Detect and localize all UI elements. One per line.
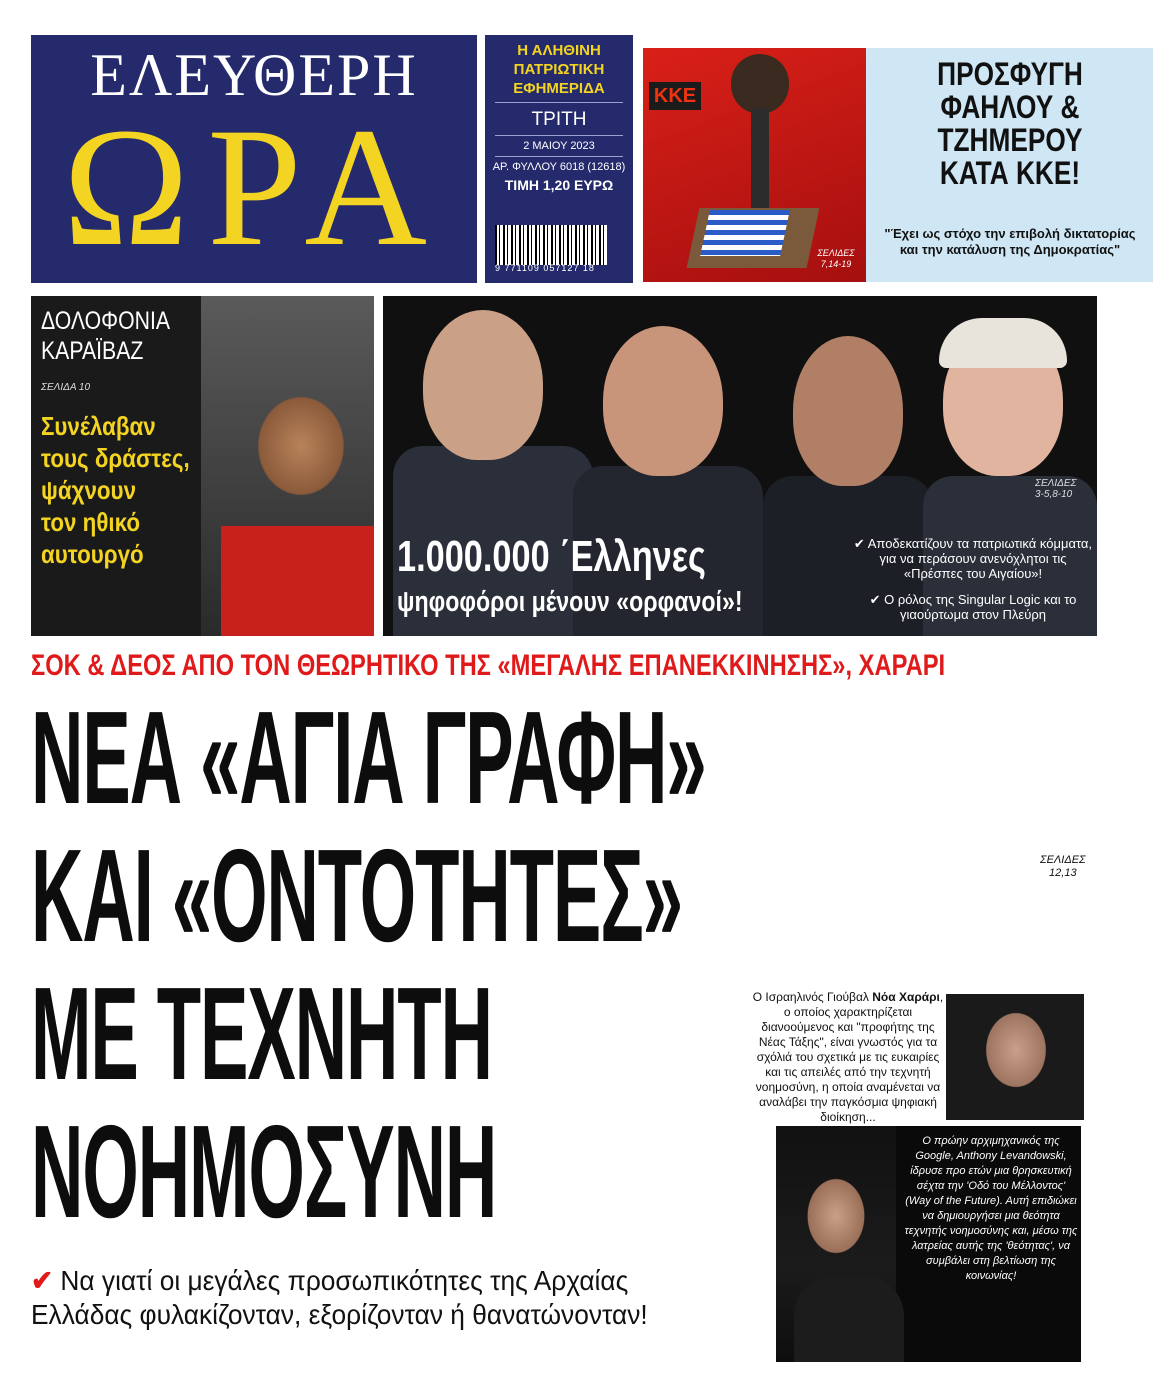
- fist-icon: [731, 54, 789, 114]
- barcode-number: 9 771109 057127 18: [495, 263, 595, 273]
- slogan-line-2: ΠΑΤΡΙΩΤΙΚΗ: [513, 61, 605, 78]
- issue-day: ΤΡΙΤΗ: [531, 109, 587, 130]
- politician-face: [793, 336, 903, 486]
- kke-label: ΚΚΕ: [649, 82, 701, 110]
- portrait-shirt: [221, 526, 374, 636]
- karaivaz-story[interactable]: [31, 296, 374, 636]
- harari-photo: [946, 994, 1084, 1120]
- politician-face: [603, 326, 723, 476]
- caption-text: Ο Ισραηλινός Γιούβαλ: [752, 990, 873, 1004]
- voters-story[interactable]: [383, 296, 1097, 636]
- voters-bullet-1: [853, 536, 1093, 581]
- pages-label: ΣΕΛΙΔΕΣ: [1040, 854, 1086, 866]
- voters-headline-2: ψηφοφόροι μένουν «ορφανοί»!: [397, 586, 743, 618]
- kke-headline-line: ΤΖΗΜΕΡΟΥ: [937, 122, 1083, 158]
- issue-price: ΤΙΜΗ 1,20 ΕΥΡΩ: [504, 177, 614, 193]
- harari-caption: [752, 990, 944, 1125]
- text-line: τον ηθικό: [41, 507, 141, 537]
- pages-numbers: 12,13: [1049, 867, 1077, 879]
- bullet-text: Ο ρόλος της Singular Logic και το γιαούρτωμα στον Πλεύρη: [884, 592, 1077, 622]
- kke-headline-line: ΚΑΤΑ ΚΚΕ!: [939, 155, 1081, 191]
- voters-pages: [1035, 478, 1077, 500]
- divider: [495, 156, 623, 157]
- caption-text: , ο οποίος χαρακτηρίζεται διανοούμενος και "προφήτης της Νέας Τάξης", είναι γνωστός για τα σχόλιά του σχετικά με τις ευκαιρίες και τις απειλές από την τεχνητή νοημοσύνη, η οποία αναμένεται να αναλάβει την παγκόσμια ψηφιακή διοίκηση...: [755, 990, 944, 1124]
- text-line: ψάχνουν: [41, 475, 137, 505]
- masthead-title-top: ΕΛΕΥΘΕΡΗ: [90, 42, 418, 108]
- karaivaz-title: [41, 306, 170, 366]
- stamp-handle-icon: [751, 108, 769, 218]
- title-line: ΔΟΛΟΦΟΝΙΑ: [41, 307, 171, 335]
- main-kicker: ΣΟΚ & ΔΕΟΣ ΑΠΟ ΤΟΝ ΘΕΩΡΗΤΙΚΟ ΤΗΣ «ΜΕΓΑΛΗΣ ΕΠΑΝΕΚΚΙΝΗΣΗΣ», ΧΑΡΑΡΙ: [31, 649, 946, 682]
- text-line: τους δράστες,: [41, 443, 190, 473]
- main-headline-line-4[interactable]: ΝΟΗΜΟΣΥΝΗ: [31, 1098, 497, 1245]
- bullet-text: Αποδεκατίζουν τα πατριωτικά κόμματα, για να περάσουν ανενόχλητοι τις «Πρέσπες του Αιγαίου»!: [867, 536, 1093, 581]
- levandowski-box[interactable]: [776, 1126, 1081, 1362]
- bottom-subhead: [31, 1264, 731, 1332]
- main-headline-line-2[interactable]: ΚΑΙ «ΟΝΤΟΤΗΤΕΣ»: [31, 822, 682, 969]
- divider: [495, 102, 623, 103]
- politician-hair: [939, 318, 1067, 368]
- main-pages: [1040, 854, 1086, 880]
- pages-numbers: 3-5,8-10: [1035, 489, 1073, 500]
- issue-info-box: [485, 35, 633, 283]
- kke-headline-line: ΦΑΗΛΟΥ &: [940, 89, 1080, 125]
- slogan-line-3: ΕΦΗΜΕΡΙΔΑ: [513, 80, 605, 97]
- voters-headline-1: 1.000.000 ΄Ελληνες: [397, 532, 706, 581]
- voters-bullet-2: [853, 592, 1093, 622]
- divider: [495, 135, 623, 136]
- issue-date: 2 ΜΑΙΟΥ 2023: [523, 140, 595, 152]
- masthead: [31, 35, 477, 283]
- text-line: Συνέλαβαν: [41, 411, 156, 441]
- levandowski-body: [794, 1276, 904, 1362]
- check-icon: ✔: [869, 592, 881, 607]
- kke-pages: [809, 248, 863, 270]
- issue-number: ΑΡ. ΦΥΛΛΟΥ 6018 (12618): [492, 161, 626, 173]
- karaivaz-pages: ΣΕΛΙΔΑ 10: [41, 382, 91, 393]
- karaivaz-text: [41, 410, 204, 570]
- kke-headline-line: ΠΡΟΣΦΥΓΗ: [937, 56, 1083, 92]
- pages-numbers: 7,14-19: [820, 259, 852, 269]
- main-headline-line-1[interactable]: ΝΕΑ «ΑΓΙΑ ΓΡΑΦΗ»: [31, 684, 706, 831]
- main-headline-line-3[interactable]: ΜΕ ΤΕΧΝΗΤΗ: [31, 960, 492, 1107]
- levandowski-caption: Ο πρώην αρχιμηχανικός της Google, Anthony Levandowski, ίδρυσε προ ετών μια θρησκευτική σέχτα την 'Οδό του Μέλλοντος' (Way of the Future). Αυτή επιδιώκει να δημιουργήσει μια θεότητα τεχνητής νοημοσύνης και, μέσω της λατρείας αυτής της 'θεότητας', να συμβάλει στη βελτίωση της κοινωνίας!: [904, 1135, 1078, 1282]
- barcode-icon: [495, 225, 607, 265]
- pages-label: ΣΕΛΙΔΕΣ: [817, 248, 855, 258]
- greek-flag-icon: [700, 210, 790, 256]
- harari-name: Νόα Χαράρι: [872, 990, 940, 1004]
- bottom-text: Να γιατί οι μεγάλες προσωπικότητες της Αρχαίας Ελλάδας φυλακίζονταν, εξορίζονταν ή θανατώνονταν!: [31, 1265, 648, 1330]
- text-line: αυτουργό: [41, 539, 144, 569]
- masthead-title-big: ΩΡΑ: [62, 93, 446, 281]
- kke-headline: [899, 58, 1120, 190]
- politician-face: [423, 310, 543, 460]
- check-icon: ✔: [853, 536, 865, 551]
- title-line: ΚΑΡΑΪΒΑΖ: [41, 337, 144, 365]
- slogan-line-1: Η ΑΛΗΘΙΝΗ: [517, 42, 601, 59]
- kke-illustration: [643, 48, 866, 282]
- kke-quote: "Έχει ως στόχο την επιβολή δικτατορίας και την κατάλυση της Δημοκρατίας": [884, 226, 1136, 257]
- check-icon: ✔: [31, 1265, 54, 1296]
- pages-label: ΣΕΛΙΔΕΣ: [1035, 478, 1077, 489]
- kke-story[interactable]: [643, 48, 1153, 282]
